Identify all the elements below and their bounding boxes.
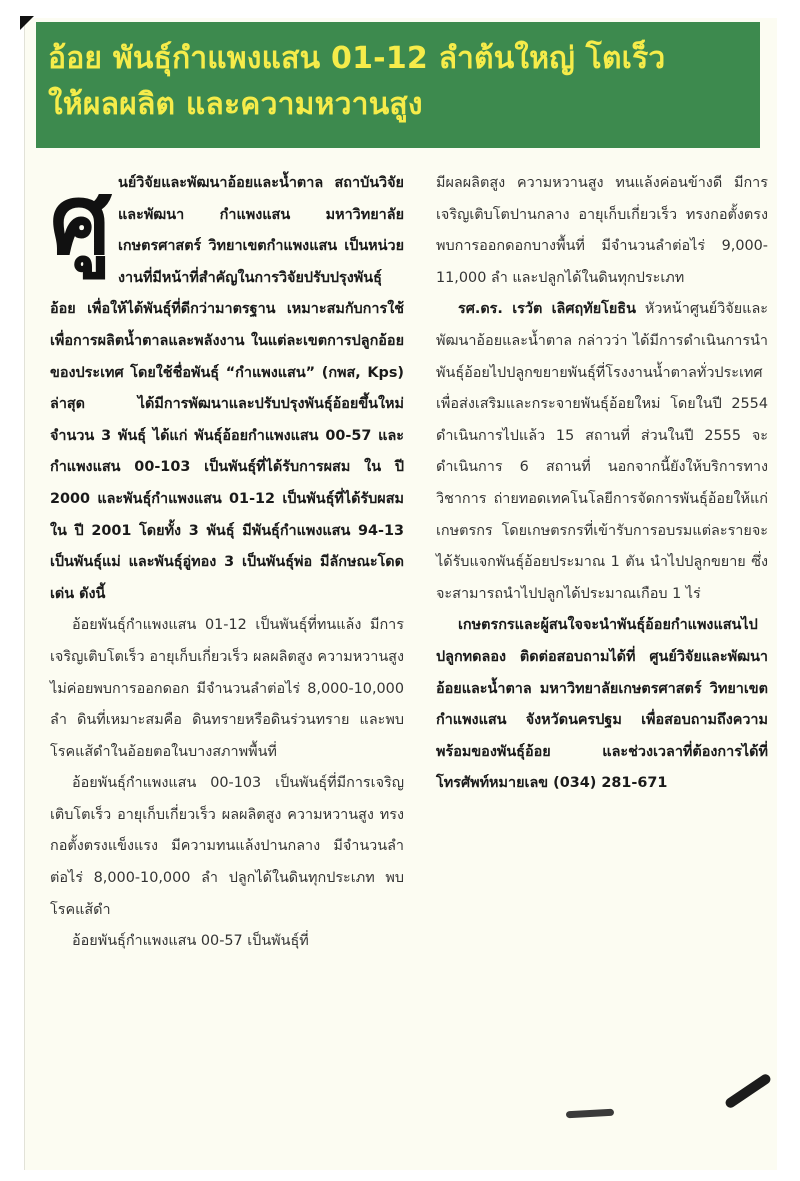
paragraph-director-quote (436, 294, 768, 610)
headline-banner (36, 22, 760, 148)
paragraph-kps-00-57-cont: มีผลผลิตสูง ความหวานสูง ทนแล้งค่อนข้างดี มีการเจริญเติบโตปานกลาง อายุเก็บเกี่ยวเร็ว ทรงกอตั้งตรง พบการออกดอกบางพื้นที่ มีจำนวนลำต่อไร่ 9,000-11,000 ลำ และปลูกได้ในดินทุกประเภท (436, 175, 768, 286)
director-quote-text: หัวหน้าศูนย์วิจัยและพัฒนาอ้อยและน้ำตาล กล่าวว่า ได้มีการดำเนินการนำพันธุ์อ้อยไปปลูกขยายพันธุ์ที่โรงงานน้ำตาลทั่วประเทศ เพื่อส่งเสริมและกระจายพันธุ์อ้อยใหม่ โดยในปี 2554 ดำเนินการไปแล้ว 15 สถานที่ ส่วนในปี 2555 จะดำเนินการ 6 สถานที่ นอกจากนี้ยังให้บริการทางวิชาการ ถ่ายทอดเทคโนโลยีการจัดการพันธุ์อ้อยให้แก่เกษตรกร โดยเกษตรกรที่เข้ารับการอบรมแต่ละรายจะได้รับแจกพันธุ์อ้อยประมาณ 1 ตัน นำไปปลูกขยาย ซึ่งจะสามารถนำไปปลูกได้ประมาณเกือบ 1 ไร่ (436, 301, 768, 602)
corner-crop-mark (20, 16, 34, 30)
intro-paragraph: นย์วิจัยและพัฒนาอ้อยและน้ำตาล สถาบันวิจัยและพัฒนา กำแพงแสน มหาวิทยาลัยเกษตรศาสตร์ วิทยาเขตกำแพงแสน เป็นหน่วยงานที่มีหน้าที่สำคัญในการวิจัยปรับปรุงพันธุ์อ้อย เพื่อให้ได้พันธุ์ที่ดีกว่ามาตรฐาน เหมาะสมกับการใช้เพื่อการผลิตน้ำตาลและพลังงาน ในแต่ละเขตการปลูกอ้อยของประเทศ โดยใช้ชื่อพันธุ์ “กำแพงแสน” (กพส, Kps) ล่าสุด ได้มีการพัฒนาและปรับปรุงพันธุ์อ้อยขึ้นใหม่ จำนวน 3 พันธุ์ ได้แก่ พันธุ์อ้อยกำแพงแสน 00-57 และกำแพงแสน 00-103 เป็นพันธุ์ที่ได้รับการผสม ใน ปี 2000 และพันธุ์กำแพงแสน 01-12 เป็นพันธุ์ที่ได้รับผสม ใน ปี 2001 โดยทั้ง 3 พันธุ์ มีพันธุ์กำแพงแสน 94-13 เป็นพันธุ์แม่ และพันธุ์อู่ทอง 3 เป็นพันธุ์พ่อ มีลักษณะโดดเด่น ดังนี้ (50, 175, 404, 602)
article-column-left (50, 163, 404, 958)
drop-cap: ศู (50, 163, 111, 276)
headline-line-2: ให้ผลผลิต และความหวานสูง (48, 87, 423, 122)
paragraph-kps-01-12: อ้อยพันธุ์กำแพงแสน 01-12 เป็นพันธุ์ที่ทนแล้ง มีการเจริญเติบโตเร็ว อายุเก็บเกี่ยวเร็ว ผลผลิตสูง ความหวานสูง ไม่ค่อยพบการออกดอก มีจำนวนลำต่อไร่ 8,000-10,000 ลำ ดินที่เหมาะสมคือ ดินทรายหรือดินร่วนทราย และพบโรคแส้ดำในอ้อยตอในบางสภาพพื้นที่ (50, 617, 404, 760)
contact-paragraph: เกษตรกรและผู้สนใจจะนำพันธุ์อ้อยกำแพงแสนไปปลูกทดลอง ติดต่อสอบถามได้ที่ ศูนย์วิจัยและพัฒนาอ้อยและน้ำตาล มหาวิทยาลัยเกษตรศาสตร์ วิทยาเขตกำแพงแสน จังหวัดนครปฐม เพื่อสอบถามถึงความพร้อมของพันธุ์อ้อย และช่วงเวลาที่ต้องการได้ที่ โทรศัพท์หมายเลข (034) 281-671 (436, 617, 768, 792)
article-column-right (436, 168, 768, 800)
director-name: รศ.ดร. เรวัต เลิศฤทัยโยธิน (458, 301, 636, 318)
headline-line-1: อ้อย พันธุ์กำแพงแสน 01-12 ลำต้นใหญ่ โตเร็ว (48, 41, 666, 76)
paragraph-kps-00-57-start: อ้อยพันธุ์กำแพงแสน 00-57 เป็นพันธุ์ที่ (72, 933, 309, 950)
paragraph-kps-00-103: อ้อยพันธุ์กำแพงแสน 00-103 เป็นพันธุ์ที่มีการเจริญเติบโตเร็ว อายุเก็บเกี่ยวเร็ว ผลผลิตสูง ความหวานสูง ทรงกอตั้งตรงแข็งแรง มีความทนแล้งปานกลาง มีจำนวนลำต่อไร่ 8,000-10,000 ลำ ปลูกได้ในดินทุกประเภท พบโรคแส้ดำ (50, 775, 404, 918)
